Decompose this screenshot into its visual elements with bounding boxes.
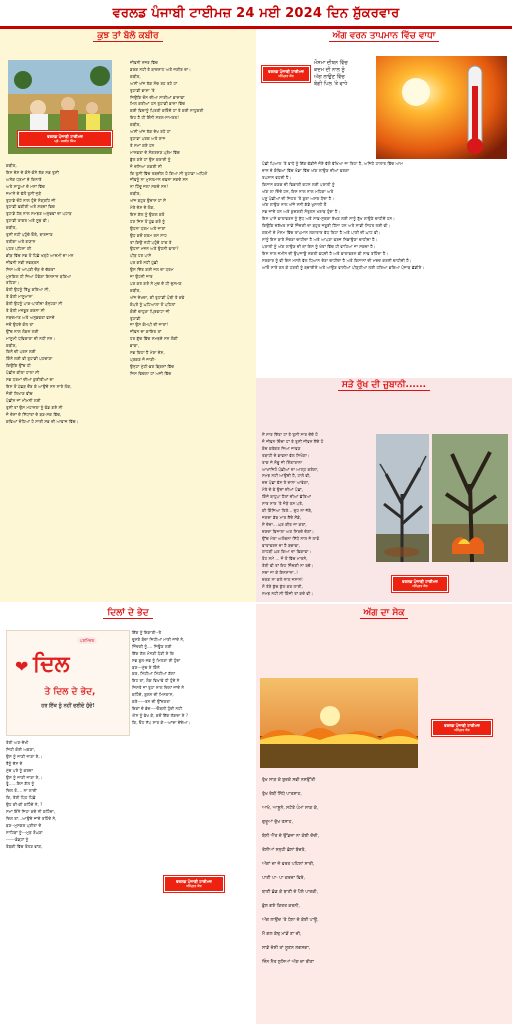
poem-line: ਇਹ ਤਾਂ, ਲੋਕ ਵਿਖਾਵੇ ਹੀ ਹੁੰਦੇ ਨੇ <box>132 678 180 684</box>
poem-line: ਜਦੋਂ ਉਹਦੇ ਕੋਲ ਤਾਂ <box>6 321 34 327</box>
article-line: ਪੰਛੀ ਪਿਆਲ 'ਤੇ ਵਾਧੇ ਨੂੰ ਇੱਕ ਵੱਡੀਜੇ ਜੋਏ ਵੱਲੋਂ ਵੱਖਿਆ ਜਾ ਰਿਹਾ ਹੈ, ਅਜਿਹੇ ਹਾਲਾਤ ਵਿੱਚ ਆਮ <box>262 161 403 166</box>
poem-line: ਤੇਰੀ ਅਣ-ਦੇਖੀ <box>6 740 29 745</box>
poem-line: ਕਹਿੰਦੇ, ਬੁਲਨ ਦੀ ਮਿਨਤਾਸ, <box>132 692 174 698</box>
poem-line: ਮੁਸ਼ਕਿਲ ਹੀ ਜਿਆ ਹੋਵੇਗਾ ਇਨਸਾਨ ਬਣਿਆ <box>6 273 72 279</box>
poem-line: ਤੁਹਾਡੇ ਦੋਹੇ ਨਾਲ ਹੁੰਦੇ ਸੰਗ੍ਰਹਿ ਜੀ <box>6 197 56 203</box>
poem-line: ਭਾਬਾ, <box>130 343 139 349</box>
poem-line: ਭੁੱਲ ਗਏ ਹਾਂ ਉਸ ਕਰਾਈ ਨੂੰ <box>130 156 171 162</box>
kabir-col-1 <box>6 163 124 425</box>
poem-line: ਜੋ ਦਸਿਆ ਗਕਈ ਸੀ <box>130 163 162 169</box>
poem-line: ਅਤੇ ਸਾਧੂਆਂ ਦੇ ਮਨਾਂ ਵਿੱਚ <box>6 183 45 189</box>
poem-line: ਅਸੀਂ ਅੱਜ ਤੱਕ ਦੇਖ ਰਹੇ ਹਾਂ <box>130 129 171 135</box>
poem-line: ਤੇ ਬੋਲੀ ਮਾਸੂਮਾਨਾ <box>6 294 33 300</box>
fire-body <box>262 774 506 970</box>
tree-logo-badge <box>392 576 448 592</box>
article-line: ਇਸ ਨਾਲ ਜ਼ਮੀਨ ਦੀ ਉਪਜਾਊ ਸ਼ਕਤੀ ਵਧਦੀ ਹੈ ਅਤੇ ਵਾਤਾਵਰਨ ਵੀ ਸਾਫ਼ ਰਹਿੰਦਾ ਹੈ। <box>262 250 389 256</box>
fire-logo-badge <box>432 720 492 736</box>
poem-line: ਉਸ ਨੂੰ ਜਾਣੀ ਜਾਣਾ ਏ,। <box>6 753 43 759</box>
logo-name: ਵਰਲਡ ਪੰਜਾਬੀ ਟਾਈਮਜ਼ <box>402 579 438 584</box>
poem-line: ਪਹਰ ਪਹਿਨਾ ਗੀ <box>6 245 32 251</box>
poem-line: ਸਮਾਂ ਇੰਨੇ ਜਿਹਾ ਕਦੇ ਨੀ ਕਹਿੰਦਾ, <box>6 809 56 815</box>
poem-line: ਪ੍ਰਕਣ ਜੋ ਜਾਣੀ- <box>130 356 156 362</box>
poem-line: ਪਰ ਕਰ ਗਏ ਨੇ ਮੁਚ ਦੇ ਹੀ ਦੁਸਮਣ <box>130 281 182 286</box>
article-line: ਬੰਗੀ ਪਿਲ 'ਤੇ ਵਾਧੇ <box>314 81 348 87</box>
poem-line: ਕਬੀਰ, <box>6 225 17 231</box>
poem-line: ਇਸ ਗੱਲ ਨੂੰ ਉਗਲ ਕਰੋ <box>130 211 165 217</box>
poem-line: ਇੱਕ ਗੱਲ ਮੰਨਣੀ ਪੈਣੀ ਏ ਕਿ <box>132 650 174 656</box>
poem-line: ਜੋਈ ਲਿਖਾਣ ਵੀਚ <box>6 390 33 396</box>
poem-line: ਬੋਲੀ ਉਹਨੂੰ ਤਿੱਖੂ ਕਰਿਆ ਸੀ, <box>6 287 50 293</box>
dil-line-1: ਤੇ ਦਿਲ ਦੇ ਭੇਦ, <box>44 687 96 697</box>
poem-line: ਜਿਸਤੇ ਜਾਂ ਤੁਹਾ ਨਾਲ ਦਿਲਾਂ ਜਾਂਦੇ ਨੇ <box>132 685 184 691</box>
poem-line: ਬੋਲੀ ਐਂਤ ਦੇ ਉੱਡਜਾ ਨਾ ਕੋਈ ਦੇਂਦੀ, <box>262 834 320 839</box>
poem-line: ਤੁੱਖ ਰੱਬੀਂ ਸਿੱਧੇ ਪਾਤਸ਼ਾਹ, <box>262 792 302 797</box>
sun-thermometer-image <box>376 56 507 159</box>
article-line: ਕਿਉਂਕਿ ਦਰੱਖਤ ਸਾਡੇ ਜਿੰਦਗੀ ਦਾ ਬਹੁਤ ਜਰੂਰੀ ਹਿੱਸਾ ਹਨ ਅਤੇ ਸਾਡੀ ਸਿਹਤ ਲਈ ਵੀ। <box>262 223 391 229</box>
fire-panel <box>256 604 512 1024</box>
dilan-logo-badge <box>164 876 224 892</box>
poem-line: ਪੰਛੀਨ ਕੀਤਾ ਹਾਲਾ ਸੀ <box>6 370 40 376</box>
poem-line: ਨਾ ਹਿੰਦੂ ਜਲਾ ਸਕਦੇ ਸਨ! <box>130 184 169 190</box>
heat-body <box>262 161 506 272</box>
article-line: ਆਓ ਸਾਰੇ ਰਲ ਕੇ ਧਰਤੀ ਨੂੰ ਬਚਾਈਏ ਅਤੇ ਆਉਣ ਵਾਲੀਆਂ ਪੀੜ੍ਹੀਆਂ ਲਈ ਹਰਿਆ ਭਰਿਆ ਪੰਜਾਬ ਛੱਡੀਏ। <box>262 264 425 270</box>
poem-line: ਤੂੰ......ਇਸ ਗੱਲ ਨੂੰ <box>6 781 35 787</box>
poem-line: ਤਬਾਹੀ ਦੇ ਭਾਵਨਾ ਵੱਲ ਸਿਖੋਗਾ। <box>262 452 310 458</box>
poem-line: ਤੁਹਾਡੇ ਹੱਥ ਨਾਲ ਸਮਝਣ ਅਨੁਭਵਾਂ ਦਾ ਪਹਾੜ <box>6 211 72 217</box>
poem-line: ਕਵਿਆਂ ਦੋਹਿਆਂ ਹੋ ਸਾਰੀ ਸਭ ਦੀ ਆਵਾਜ਼ ਵਿੱਚ। <box>6 418 79 424</box>
poem-line: ਕਬੀਰ, <box>130 122 141 128</box>
poem-line: ਅੱਜ ਦੇਖਦਾ, ਕੀ ਤੁਹਾਡੀ ਪੰਥੀ ਤੇ ਕਵੇ <box>130 294 185 300</box>
poem-line: ਤੈਨੂੰ ਦੱਸ ਦੇ <box>6 760 23 766</box>
logo-sub: ਪ੍ਰੋ. ਜਸਵੰਤ ਸਿੰਘ <box>54 139 76 143</box>
logo-sub: ਅੰਮ੍ਰਿਤ ਕੌਰ <box>454 728 470 732</box>
poem-line: ਤੇ ਸਮਾਂ ਗਏ ਹਨ <box>130 142 155 148</box>
poem-line: ਜੀਵਨੀ ਨਜਰ ਵਿੱਚ <box>130 60 158 65</box>
poem-line: ਕਿਉਂਕਿ ਉੱਚ ਹੀ <box>6 363 31 369</box>
poem-line: ਸਭ ਬੁਲ-ਸਭ ਨੂੰ ਮਿਲਣਾ ਈ ਹੁੰਦਾ <box>132 657 181 663</box>
poem-line: ਜਿੰਨ ਨੈਤ ਲੁਸਿਆਂ ਅੱਗ ਦਾ ਰੀਣਾ <box>262 960 315 965</box>
poem-line: ਇਸ ਦੇਸ਼ ਦੇ ਕੋਨੇ-ਕੋਨੇ ਤੱਕ ਸਭ ਤੁਸੀਂ <box>6 169 59 175</box>
article-line: ਤਪਸ਼ਾਨ ਵਧਦੀ ਹੈ। <box>262 174 292 180</box>
dilan-col-2 <box>132 630 254 727</box>
poem-line: ਸਾਰ ਸਾਰ 'ਤੇ ਜੋੜੇ ਰਸ ਪਤੇ, <box>262 501 304 507</box>
heart-icon: ❤ <box>15 657 29 676</box>
poem-line: ਜੀਵਨ ਦਾ ਕਾਇਤ ਤਾਂ <box>130 329 162 335</box>
dil-tag: ਪਰਮਿੰਦਰ <box>77 637 97 644</box>
poem-line: ਬੋਲੀ ਉਹਨੂੰ ਪਾਕ-ਪਾਣੀਦਾ ਬੰਨ੍ਹਣਾ ਸੀ <box>6 301 63 307</box>
logo-name: ਵਰਲਡ ਪੰਜਾਬੀ ਟਾਈਮਜ਼ <box>176 879 212 884</box>
kabir-logo-badge <box>18 131 112 147</box>
poem-line: ਜਾ ਉਸ ਕੰਮਪੀ ਦੀ ਜਾਤਾਂ! <box>130 322 169 328</box>
poem-line: ਮੈਂ ਗਲ ਕੱਢ ਮਾਂਡੋਂ ਣਾ ਦੀ, <box>262 932 302 937</box>
poem-line: ਉਸ ਨੂੰ ਜਾਣੀ ਜਾਣਾ ਏ,। <box>6 774 43 780</box>
poem-line: ਜੋ ਦੇਸ਼ਾਂ ਦੇ ਸਿੱਧਾਂਤਾਂ ਦੇ ਬਣ-ਸਕ ਵਿੱਚ, <box>6 411 62 417</box>
kabir-heading: ਕੁਝ ਤਾਂ ਬੋਲੋ ਕਬੀਰ <box>0 29 256 43</box>
poem-line: ਗਾਹੜੀ ਘਰ ਕਿਆ ਦਾ ਫਿਕਾਵਾ। <box>262 549 312 555</box>
poem-line: ਜਾ ਉਹਨੀ ਜਾਤ <box>130 274 153 280</box>
poem-line: ਅੱਗਾਂ ਦਾ ਜੋ ਵਰਤ ਪਹਿਲਾਂ ਸਾਰੀ, <box>262 862 315 867</box>
poem-line: ਬਣ---ਮੁੱਚ ਏ ਕਿੰਨੇ <box>132 664 160 670</box>
poem-line: ਪਾਣੀ ਪਾ- ਪਾ ਕਰਦਾ ਫਿਰੇ, <box>262 876 305 881</box>
article-line: ਦਾਨ ਦੇ ਕੰਢਿਆਂ ਵਿੱਚ ਖੰਡਾ ਵਿੱਚ ਅੱਗ ਲਾਉਣ ਦੀਆਂ ਵਰਗਾ <box>262 167 350 173</box>
poem-line: ਕਰੇ-----ਤਨ ਦੀ ਉੱਦਰਤਾ <box>132 699 171 705</box>
article-line: ਅੱਗ ਲਾਉਣ ਵਿੱਚ <box>314 74 345 80</box>
poem-line: ਮੇਰੇ ਦੇ ਵੇ ਉਦਾਂ ਦੀਆਂ ਪੰਛਾਂ, <box>262 487 303 493</box>
poem-line: ਦੂਸਰੇ ਬੰਦਾ ਜਿਹੀਆਂ ਮਾਰੀ ਜਾਂਦੇ ਨੇ, <box>132 636 185 642</box>
poem-line: ਰਹਿਣਾ। <box>6 280 20 286</box>
dilan-panel <box>0 604 256 1024</box>
poem-line: ਗੁਰੂਆਂ ਦੁੱਖ ਤਸਾਹ, <box>262 820 293 825</box>
heat-heading: ਅੱਗ ਵਰਨ ਤਾਪਮਾਨ ਵਿੱਚ ਵਾਧਾ <box>256 29 512 43</box>
poem-line: ਕੀ ਕਿੰਜਿਆ ਤਿਤੇ... ਦੁਹ ਨਾ ਜੱਬੇ, <box>262 507 313 513</box>
article-line: ਗਰਮੀ ਦੇ ਮੌਸਮ ਵਿੱਚ ਤਾਪਮਾਨ ਲਗਾਤਾਰ ਵੱਧ ਰਿਹਾ ਹੈ ਅਤੇ ਪਾਣੀ ਦੀ ਘਾਟ ਵੀ। <box>262 230 381 236</box>
poem-line: ਸਦਾ ਜਾ ਕੇ ਇਨਸਾਨਾ..! <box>262 570 298 576</box>
poem-line: ਕਬੀਰ, <box>6 163 17 168</box>
poem-line: ਸਭ ਕਿਹਾ ਹੈ ਮੇਰਾ ਦੇਸ਼, <box>130 350 165 356</box>
poem-line: ਤੁਹਾਡੀ ਫਕੀਰੀ ਅਤੇ ਸ਼ਬਦਾਂ ਵਿਚ <box>6 204 55 210</box>
tree-panel <box>256 378 512 602</box>
poem-line: ਸਾਹਿਬਾਂ ਨੂੰ---ਮੁੜ ਰੰਘਣਾ <box>6 829 43 835</box>
poem-line: ਰੋਹ ਸਮੇਂ ... ਜੋ ਤੋਂ ਵਿੱਚ ਮਾਰਨੇ, <box>262 556 308 562</box>
article-line: ਕਿਸਾਨ ਕਣਕ ਦੀ ਵਿਭਾਗੀ ਕਟਨ ਲਈ ਪਰਾਲੀ ਨੂੰ <box>262 181 335 187</box>
poem-line: ਇੱਕ ਨੂੰ ਇਕਾਰੀ--ਤੇ <box>132 630 162 635</box>
kabir-panel <box>0 29 256 602</box>
tree-heading: ਸੜੇ ਰੁੱਖ ਦੀ ਜ਼ੁਬਾਨੀ...... <box>256 378 512 392</box>
poem-line: ਤੇਰੀ ਵੀ ਤਾਂ ਇਹ ਜ਼ਿੰਦਗੀ ਨਾ ਬਚੇ। <box>262 563 314 569</box>
poem-line: ਉਹ ਕੀ-ਕੀ ਕਹਿੰਦੇ ਨੇ, ? <box>6 802 43 808</box>
logo-sub: ਅੰਮ੍ਰਿਤ ਕੌਰ <box>412 584 428 588</box>
poem-line: ਕਿੰਨੇ ਲਈ ਵੀ ਤੁਹਾਡੀ ਪਹਚਾਣਾ <box>6 356 53 362</box>
article-line: ਸਰਕਾਰ ਨੂੰ ਵੀ ਇਸ ਮਸਲੇ ਵੱਲ ਧਿਆਨ ਦੇਣਾ ਚਾਹੀਦਾ ਹੈ ਅਤੇ ਕਿਸਾਨਾਂ ਦੀ ਮਦਦ ਕਰਨੀ ਚਾਹੀਦੀ ਹੈ। <box>262 257 412 263</box>
poem-line: ਜਿਉਂਕਿ ਦੋਨ ਦੀਆ ਸਾਰੀਆਂ ਭਾਸ਼ਾਵਾਂ <box>130 94 185 100</box>
poem-line: ਪਰ ਕਰੋ ਨਹੀਂ ਪੁੱਛੀ <box>130 260 158 266</box>
poem-line: ਕਬੀਰ, <box>130 287 141 293</box>
poem-line: ਰੁੱਖ ਸਾੜ ਕੇ ਬੁਰਕੇ ਸਭੀ ਨਸਉੱਤੀ <box>262 778 316 783</box>
logo-name: ਵਰਲਡ ਪੰਜਾਬੀ ਟਾਈਮਜ਼ <box>47 134 83 139</box>
poem-line: ਡਰਕ ਨਹੀਂ ਤੇ ਬਾਦਸ਼ਾਹ ਅਤੇ ਜਗੀਰ ਦਾ। <box>130 66 192 72</box>
poem-line: ਕਿ, ਤੇਰੀ ਪਿੱਠ ਪਿੱਛੇ <box>6 795 36 801</box>
poem-line: ਦਰਦਾ ਵਿਜਾਲਾ ਅਰ ਸਿਰਦੇ ਦੇਗਾਂ। <box>262 528 314 534</box>
article-line: ਮੌਸਮਾ ਦੀਬਨ ਵਿੱਚ <box>314 60 348 66</box>
poem-line: ਪੀੜ ਹਰ ਪਾਸੇ <box>130 253 152 259</box>
poem-line: ਕਿੰਜੇ ਬਾਹੁਪਾ ਹੈਲਾਂ ਦੀਆਂ ਛੱਤਿਆਂ <box>262 494 312 500</box>
poem-line: ਦਿਲ ਤੋ.... ਨਾ ਲਾਈਂ <box>6 788 37 794</box>
heat-logo-badge <box>262 66 310 82</box>
poem-line: ਕੋਈ ਚਾਹੁਣਾ ਪ੍ਰਿਵਾਟਾ ਜੀ <box>130 308 170 314</box>
poem-line: ਤਾਂ ਕਿਉਂ ਨਹੀਂ ਪਹੁੰਚੇ ਹਾਕ ਤੇ <box>130 239 172 245</box>
logo-sub: ਅੰਮ੍ਰਿਤ ਕੌਰ <box>186 884 202 888</box>
poem-line: ਸੋ ਤੇਰੇ ਕੁੱਚ ਕੁੱਲ ਕਰ ਲਾਈ, <box>262 583 303 589</box>
poem-line: ਅੱਜ ਬਹੁਤ ਉਦਾਸ ਹਾਂ ਮੈਂ <box>130 198 166 204</box>
poem-line: ਤੇ ਬੋਲੀ ਮਜ਼ਬੂਰ ਕਰਨਾ ਸੀ <box>6 308 45 314</box>
poem-line: ਦਰਗ ਨਾ ਕਲੇ ਨਾਲ ਜਸਾਨ! <box>262 577 303 583</box>
poem-line: ਐਸ ਨੂੰ ਵੇਖ ਕੇ, ਕਦੋਂ ਇੱਕ ਲੱਗਦਾ ਏ ? <box>132 712 189 718</box>
poem-line: ਬਣ--ਮੁਸਕਰ ਪ੍ਰੀਤਾ ਦੇ <box>6 822 42 828</box>
poem-line: ਵਾਤਾਵਰਨ ਦਾ ਹੈ ਬਚਾਵਾ, <box>262 542 300 548</box>
fire-heading: ਅੱਗ ਦਾ ਸੇਕ <box>256 604 512 620</box>
poem-line: ਪੰਛੀਨ ਜਾਂ ਮੀਮਨੀ ਲਈ <box>6 397 41 403</box>
dilan-col-1 <box>6 740 124 851</box>
poem-line: ਅਸੀਂ ਅੱਜ ਤੱਕ ਸੋਚ ਰਹ ਰਹੇ ਹਾਂ <box>130 80 178 86</box>
masthead <box>0 0 512 29</box>
poem-line: ਜਿਹੀ ਕੋਈ ਅਕਣਾ, <box>6 746 36 752</box>
poem-line: ਤਾਕ ਜੇ ਨੋਚੂ ਜੀ ਸ਼ਿੰਗਾਰਾਨਾ <box>262 459 303 465</box>
poem-line: ਹਰ ਗੁੱਚ ਵਿੱਚ ਸਮਝਦੇ ਸਨ ਲੋਕੀਂ <box>130 336 178 342</box>
article-line: ਇਸ ਪਾਸੇ ਵਾਤਾਵਰਨ ਨੂੰ ਸ਼ੁੱਧ ਅਤੇ ਸਾਫ਼-ਸੁਥਰਾ ਰੱਖਣ ਲਈ ਸਾਨੂੰ ਰੁੱਖ ਲਾਉਣੇ ਚਾਹੀਦੇ ਹਨ। <box>262 216 395 222</box>
poem-line: ਤੁਹਾਡੀ ਭਾਸ਼ਾ 'ਤੇ <box>130 87 155 93</box>
poem-line: ਜਿੰਦਗੀ ਨੂੰ.... ਜਿਊਣ ਲਈ <box>132 643 172 649</box>
poem-line: ਜਿਸ ਵਿਚਲਾ ਹਾਂ ਅਜੀ ਵਿੱਚ <box>130 370 172 376</box>
tree-body <box>262 432 374 598</box>
article-line: ਅੱਗ ਲਾ ਦਿੰਦੇ ਹਨ, ਇਸ ਨਾਲ ਨਾਲ ਮਹਿਕਾ ਅਤੇ <box>262 188 334 194</box>
poem-line: ਕਬੀਰ, <box>6 342 17 348</box>
poem-line: ਕੰਪਤੇ ਨੂੰ ਘਟਿਆਲਾ ਤੋਂ ਪਹਿਲਾਂ <box>130 301 176 307</box>
poem-line: ਕਰ, ਮਿੱਠੀਆਂ ਮਿੱਠੀਆਂ ਗੱਲਾਂ <box>132 671 176 677</box>
poem-line: ਭੁੱਲ ਗਏ ਕਿਰਤ ਕਰਨੀ, <box>262 904 300 909</box>
poem-line: ਮੈਂ ਸਾਰ ਦਿੱਤਾ ਹਾਂ ਤੇ ਤੁਸੀਂ ਸਾਰ ਦੇਂਦੇ ਹੋ <box>262 432 318 437</box>
poem-line: ਭੀੜ ਵਿੱਚ ਸਭ ਤੋਂ ਪਿੱਛੇ ਖੜ੍ਹੇ ਆਦਮੀ ਦਾ ਮਨ <box>6 252 74 258</box>
poem-line: ਇਸ ਤੋਂ ਪੱਛੜ ਦੌਰ ਕੇ ਆਉਂਦੇ ਸਨ ਸਾਰੇ ਲੋਕ, <box>6 384 72 389</box>
burnt-tree-image-1 <box>376 434 429 562</box>
poem-line: ਇਹ ਹੈ ਹੀ ਇੰਨੀ ਸਰਲ-ਸਾਮਰਤ! <box>130 115 179 121</box>
poem-line: ਤੰਬਕੀ ਵਿੱਚ ਤੋਲਣ ਵਾਂਗ, <box>6 843 43 849</box>
poem-line: ਜਗਦਾ ਡੱਬ ਮਾਰ ਲੈਂਦੇ ਮੈਂਡੇ, <box>262 514 302 520</box>
poem-line: ਕਿ ਤੁਸੀਂ ਵਿੱਚ ਤਬਦੀਲ ਹੋ ਗਿਆ ਸੀ ਤੁਹਾਡਾ ਅਧਿਐ <box>130 170 208 176</box>
article-line: ਪਰਾਲੀ ਨੂੰ ਅੱਗ ਲਾਉਣ ਦੀ ਥਾਂ ਇਸ ਨੂੰ ਖੇਤਾਂ ਵਿੱਚ ਹੀ ਵਾਹਿਆ ਜਾ ਸਕਦਾ ਹੈ। <box>262 243 376 249</box>
poem-line: ਉੱਚ ਨਾਲ ਲੋਕਨ ਲਈ <box>6 328 39 334</box>
poem-line: ਜੀਵਨੂੰ ਨਾ ਮੁਸਲਮਾਨ ਦਫ਼ਨਾ ਸਕਦੇ ਸਨ <box>130 177 188 183</box>
poem-line: ਮੇਰੇ ਦੇਸ਼ ਦੇ ਲੋਕ, <box>130 205 155 211</box>
poem-line: ਤਰੀਕਾ ਅਤੇ ਗਯਾਨ <box>6 238 36 244</box>
poem-line: ਸਮਝ ਨਹੀਂ ਸੀ ਕਿੰਜੀ ਤਾਂ ਕਦੇ ਵੀ। <box>262 590 314 596</box>
poem-line: ਜਮਾਨੇ ਦੇ ਵੱਲੋਂ ਤੁਸੀਂ ਜੁੜੇ <box>6 190 42 196</box>
poem-line: ਉਸ ਦਿੱਤ ਗਈ ਜਲ ਦਾ ਧਰਮ <box>130 267 174 273</box>
kabir-col-2 <box>130 60 252 378</box>
heat-panel <box>256 29 512 378</box>
poem-line: ਕੰਦ ਕਰੇਕਰ ਜਿਆ ਜਾਵਣ <box>262 445 301 451</box>
poem-line: ਜੋ ਜੀਵਨ ਦਿੰਦਾ ਹਾਂ ਤੇ ਤੁਸੀਂ ਜੀਵਨ ਲੈਂਦੇ ਹੋ <box>262 438 324 444</box>
poem-line: ਤੁਸੀਂ ਤਾਂ ਉਸ ਮਹਾਨਤਾ ਨੂੰ ਵੰਡ ਗਏ ਸੀ <box>6 404 63 410</box>
logo-name: ਵਰਲਡ ਪੰਜਾਬੀ ਟਾਈਮਜ਼ <box>268 69 304 74</box>
poem-line: ਉਹਨਾ ਧਰਮ ਅਤੇ ਜਾਤਾਂ <box>130 225 166 231</box>
masthead-title: ਵਰਲਡ ਪੰਜਾਬੀ ਟਾਈਮਜ਼ 24 ਮਈ 2024 ਦਿਨ ਸ਼ੁੱਕਰਵਾਰ <box>112 5 400 21</box>
poem-line: ਤੁਹਾਡੀ ਤਾਕਤ ਅਤੇ ਸੂਝ ਵੀ। <box>6 218 50 224</box>
poem-line: ਸਮਝ ਨਹੀਂ ਆਉਂਦੀ ਹੈ, ਹਾਲੇ ਵੀ, <box>262 473 311 479</box>
poem-line: ਮਾਨਵਤਾ ਦੇ ਸੰਗਰਸ਼ਣ ਪ੍ਰੇਮ ਵਿੱਚ <box>130 149 180 155</box>
poem-line: ਸਬਦਮਾਣ ਅਤੇ ਅਨੁਭਵਤਾ ਵਸਦੇ <box>6 314 55 320</box>
burnt-tree-image-2 <box>432 434 508 562</box>
dilan-heading: ਦਿਲਾਂ ਦੇ ਭੇਦ <box>0 604 256 620</box>
poem-line: ਜਿਸ ਅਤੇ ਆਪਣੀ ਦੌੜ ਦੇ ਚੱਕਰਾਂ <box>6 266 55 272</box>
poem-line: ਤੁਹਾਡਾ ਪਰਕ ਅਤੇ ਰਾਜ <box>130 135 166 141</box>
logo-sub: ਅੰਮ੍ਰਿਤ ਕੌਰ <box>278 74 294 78</box>
poem-line: ਇਕਾਂ ਦੇ ਭੇਦ----ਓਥਲੀ ਹੁੰਦੀ ਨਹੀਂ <box>132 705 182 711</box>
poem-line: ਮਾਸੂਮੀ ਧਵਿਕਾਰਾ ਦੀ ਨਹੀਂ ਸਨ। <box>6 335 56 341</box>
poem-line: ਮੈਂ ਦੇਦਾ... ਘਰ ਕੀਤ ਜਾ ਕਤਾਂ, <box>262 521 307 527</box>
poem-line: ਕਬੀਰ, <box>130 191 141 197</box>
article-line: ਸਾਨੂੰ ਇਸ ਬਾਰੇ ਸੋਚਣਾ ਚਾਹੀਦਾ ਹੈ ਅਤੇ ਆਪਣਾ ਫਰਜ਼ ਨਿਭਾਉਣਾ ਚਾਹੀਦਾ ਹੈ। <box>262 236 378 242</box>
poem-line: ਮੁੱਚ ਪਰੇ ਨੂੰ ਕਰਦਾ <box>6 767 34 773</box>
heat-lead <box>314 60 376 88</box>
dil-big-word: ਦਿਲ <box>33 652 70 677</box>
poem-line: ਉੱਚ ਮੇਰਾ ਅਲੋਚਨਾ ਸਿੱਧੇ ਨਾਲ ਜੇ ਲਾਵੋ <box>262 535 320 541</box>
poem-line: ਦਦ ਪੰਛਾਂ ਵੱਸ ਤੇ ਦਾਨਾ ਆਵੇਗਾ, <box>262 480 310 486</box>
poem-line: ਸਾਡੇ ਦੇਸ਼ੀ ਤਾਂ ਲੂਣਨ ਲਗਸਗਾ, <box>262 946 311 951</box>
article-line: ਕਦਮ ਦੀ ਨਾਲ ਨੂੰ <box>314 67 345 73</box>
dil-graphic <box>6 630 130 736</box>
poem-line: ਆਖਾਂਜਿਹੋ ਪੰਛੀਆਂ ਦਾ ਆਲ੍ਹ ਕਰੇਗਾ, <box>262 466 319 472</box>
poem-line: ------ਡੰਡ੍ਹਾਂ ਨੂੰ <box>6 836 29 842</box>
poem-line: ਕਈ ਵਿਦਾਨੂੰ ਪਿਤਰੀ ਕਰਿੰਦੇ ਹਾਂ ਤੇ ਕਈ ਸਾਧੁਕਰੀ <box>130 108 204 114</box>
poem-line: ਕਿ, ਓਹ ਸੱਪ ਸਾਰ ਕੇ---ਆਂਦਾ ਦੇਂਦੇਆ। <box>132 719 191 725</box>
poem-line: ਕਬੀਰ, <box>130 73 141 79</box>
poem-line: ਹਰ ਜਿਸ ਤੋਂ ਪੁੱਛ ਕਰੋ ਨੂੰ <box>130 218 165 224</box>
poem-line: ਦਿਲ ਤਾਂ...ਆਉਂਦੇ ਜਾਂਦੇ ਰਹਿੰਦੇ ਨੇ, <box>6 815 57 821</box>
dil-line-2: ਹਰ ਇੱਕ ਨੂੰ ਨਹੀਂ ਦਈਦੇ ਹੁੰਦੇ! <box>41 703 95 709</box>
poem-line: ਅੱਗ ਲਾਉਂਦ 'ਤੇ ਧੋਲਾ ਦੇ ਕੋਈ ਪਾਊ, <box>262 918 319 923</box>
poem-line: ਸਭ ਧਰਮਾਂ ਦੀਆਂ ਕੁਰੀਤੀਆਂ ਦਾ <box>6 377 54 383</box>
logo-name: ਵਰਲਡ ਪੰਜਾਬੀ ਟਾਈਮਜ਼ <box>444 723 480 728</box>
poem-line: ਅਨੇਕ ਧਰਮਾਂ ਦੇ ਕਿਨਾਰੇ <box>6 176 42 182</box>
article-line: ਅੱਗ ਲਾਉਣ ਨਾਲ ਅੱਜੇ ਸਨੀ ਕੱਡੇ ਖੁਸਾਲੀ ਤੌਂ <box>262 202 327 208</box>
poem-line: ਜੀਵਨੀ ਸਭੀ ਸਭਬਤਨ <box>6 259 40 265</box>
poem-line: ਉਨ੍ਹਾਂ ਮੁੱਠੀ-ਭਰ ਭ੍ਰਿਸ਼ਾਂ ਵਿੱਚ <box>130 363 175 369</box>
poem-line: ਉਹਨਾਂ ਮਜ਼ਨ ਅਤੇ ਉਹਨੀ ਫਾਤਾ? <box>130 246 179 252</box>
article-line: ਪਸ਼ੂ ਪੰਛੀਆਂ ਦੀ ਜਿਹਤ 'ਤੇ ਬੁਰਾ ਅਸਰ ਪੈਂਦਾ ਹੈ। <box>262 195 335 201</box>
field-fire-image <box>260 678 418 768</box>
poem-line: ਮਿਲ ਕਰੀਆਂ ਹਨ ਤੁਹਾਡੀ ਭਾਸ਼ਾ ਵਿੱਚ <box>130 101 186 107</box>
poem-line: ਤੁਹਾਡੀ <box>130 315 141 321</box>
article-line: ਸਭ ਜਾਂਦੇ ਹਨ ਅਤੇ ਕੁਦਰਤੀ ਸੰਤੁਲਨ ਖਰਾਬ ਹੁੰਦਾ ਹੈ। <box>262 209 341 215</box>
poem-line: ਉਹ ਕਦੋਂ ਗਰਮ ਰਸ ਸਾਹ <box>130 232 167 238</box>
poem-line: ਕਿਨੇ ਚੀ ਪਰਸ ਲਈ <box>6 349 36 355</box>
poem-line: ਤੁਸੀਂ ਨਹੀਂ ਪਹੁੰਚੇ ਓਥੇ, ਥਾਰਜਾਣ <box>6 232 53 238</box>
poem-line: ਬਾਣੀ ਛੱਡ ਕੇ ਬਾਣੀ ਦੇ ਪੈਲੇ ਪਾਰਕੀ, <box>262 890 319 895</box>
poem-line: ਆਖੇ, ਆਸ਼ੂਨੇ, ਸਟੱਤੇ ਪੰਮਾਂ ਸਾਕ ਕੇ, <box>262 806 319 811</box>
poem-line: ਤੇਲੀਆਂ ਸਨ੍ਹੀ ਛੱਲਾਂ ਬੱਚਤੇ, <box>262 848 306 853</box>
